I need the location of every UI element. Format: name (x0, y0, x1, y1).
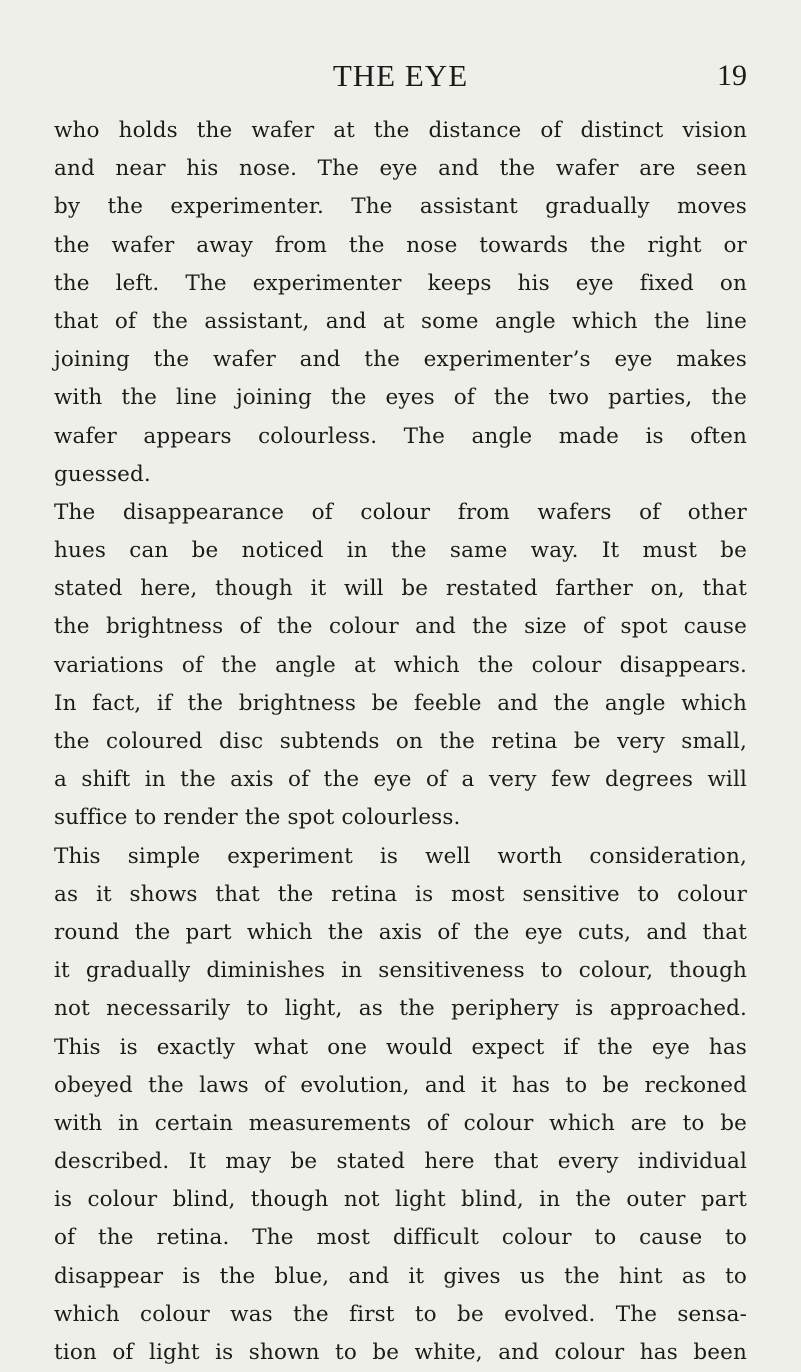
running-head (54, 56, 747, 96)
text-line: In fact, if the brightness be feeble and the angle which (54, 690, 747, 716)
text-line: which colour was the first to be evolved. The sensa- (54, 1301, 747, 1327)
text-line: This simple experiment is well worth consideration, (54, 843, 747, 869)
body-text (54, 112, 747, 1372)
text-line: with the line joining the eyes of the two parties, the (54, 385, 747, 411)
text-line: round the part which the axis of the eye cuts, and that (54, 919, 747, 945)
text-line: The disappearance of colour from wafers of other (54, 499, 747, 525)
text-line: guessed. (54, 461, 151, 487)
text-line: variations of the angle at which the colour disappears. (54, 652, 747, 678)
text-line: as it shows that the retina is most sensitive to colour (54, 881, 747, 907)
text-line: tion of light is shown to be white, and colour has been (54, 1340, 747, 1365)
text-line: of the retina. The most difficult colour to cause to (54, 1225, 747, 1251)
text-line: suffice to render the spot colourless. (54, 805, 461, 831)
text-line: a shift in the axis of the eye of a very few degrees will (54, 767, 747, 793)
text-line: the left. The experimenter keeps his eye fixed on (54, 270, 747, 296)
text-line: disappear is the blue, and it gives us the hint as to (54, 1263, 747, 1289)
text-line: with in certain measurements of colour which are to be (54, 1110, 747, 1136)
text-line: by the experimenter. The assistant gradually moves (54, 194, 747, 220)
text-line: that of the assistant, and at some angle which the line (54, 308, 747, 334)
text-line: and near his nose. The eye and the wafer are seen (54, 156, 747, 182)
text-line: This is exactly what one would expect if the eye has (54, 1034, 747, 1060)
text-line: the brightness of the colour and the size of spot cause (54, 614, 747, 640)
text-line: stated here, though it will be restated farther on, that (54, 576, 747, 602)
text-line: is colour blind, though not light blind, in the outer part (54, 1187, 747, 1213)
text-line: who holds the wafer at the distance of distinct vision (54, 118, 747, 143)
text-line: not necessarily to light, as the periphery is approached. (54, 996, 747, 1022)
page-number: 19 (717, 59, 747, 92)
text-line: hues can be noticed in the same way. It must be (54, 538, 747, 564)
text-line: described. It may be stated here that every individual (54, 1149, 747, 1175)
text-line: it gradually diminishes in sensitiveness to colour, though (54, 958, 747, 984)
text-line: obeyed the laws of evolution, and it has to be reckoned (54, 1072, 747, 1098)
text-line: wafer appears colourless. The angle made is often (54, 423, 747, 449)
text-line: joining the wafer and the experimenter’s eye makes (54, 347, 747, 373)
text-line: the coloured disc subtends on the retina be very small, (54, 729, 747, 754)
running-title: THE EYE (332, 58, 469, 93)
text-line: the wafer away from the nose towards the right or (54, 232, 747, 258)
